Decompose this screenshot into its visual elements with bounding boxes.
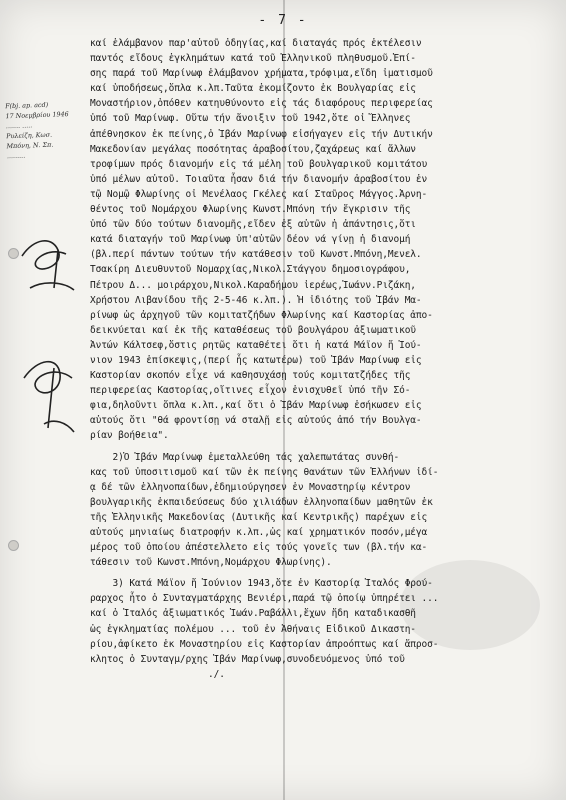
text-line: (βλ.περί πάντων τούτων τήν κατάθεσιν τοῦ Κωνστ.Μπόνη,Μενελ. bbox=[90, 249, 422, 261]
text-line: ὑπό μέλων αὐτοῦ. Τοιαῦτα ἦσαν διά τήν διανομήν ἀραβοσίτου ἐν bbox=[90, 173, 428, 185]
text-line: περιφερείας Καστορίας,οἵτινες εἶχον ἐνισχυθεῖ ὑπό τῆν Σό- bbox=[90, 385, 411, 397]
punch-hole bbox=[8, 540, 19, 551]
text-line: αὐτούς ὅτι "θά φροντίσῃ νά σταλῇ εἰς αὐτούς ἀπό τήν Βουλγα- bbox=[90, 415, 422, 427]
text-line: θέντος τοῦ Νομάρχου Φλωρίνης Κωνστ.Μπόνη τήν ἔγκρισιν τῆς bbox=[90, 204, 411, 216]
text-line: ραρχος ἦτο ὁ Συνταγματάρχης Βενιέρι,παρά τῷ ὁποίῳ ὑπηρέτει ... bbox=[90, 593, 439, 605]
text-line: Μακεδονίαν μεγάλας ποσότητας ἀραβοσίτου,ζαχάρεως καί ἄλλων bbox=[90, 143, 416, 155]
text-line: τροφίμων πρός διανομήν εἰς τά μέλη τοῦ βουλγαρικοῦ κομιτάτου bbox=[90, 158, 428, 170]
margin-note-line: ......... bbox=[6, 151, 26, 161]
text-line: σης παρά τοῦ Μαρίνωφ ἐλάμβανον χρήματα,τρόφιμα,εἴδη ἱματισμοῦ bbox=[90, 68, 433, 80]
margin-note-line: Μπόνη, Ν. Σπ. bbox=[6, 140, 54, 151]
text-line: ὡς ἐγκληματίας πολέμου ... τοῦ ἐν Ἀθήναις Εἰδικοῦ Δικαστη- bbox=[90, 623, 416, 635]
text-line: βουλγαρικῆς ἐκπαιδεύσεως δύο χιλιάδων ἑλληνοπαίδων μαθητῶν ἐκ bbox=[90, 496, 433, 508]
text-line: καί ὁ Ἰταλός ἀξιωματικός Ἰωάν.Ραβάλλι,ἔχων ἤδη καταδικασθῆ bbox=[90, 608, 416, 620]
text-line: Ἀντών Κάλτσεφ,ὅστις ρητῶς καταθέτει ὅτι ἡ κατά Μάϊον ἤ Ἰού- bbox=[90, 339, 422, 351]
text-line: μέρος τοῦ ὁποίου ἀπέστελλετο εἰς τούς γονεῖς των (βλ.τήν κα- bbox=[90, 542, 428, 554]
handwritten-margin-note bbox=[5, 99, 79, 161]
text-line: τῆς Ἑλληνικῆς Μακεδονίας (Δυτικῆς καί Κεντρικῆς) παρέχων εἰς bbox=[90, 511, 428, 523]
text-line: φια,δηλοῦντι ὅπλα κ.λπ.,καί ὅτι ὁ Ἰβάν Μαρίνωφ ἐσήκωσεν εἰς bbox=[90, 400, 422, 412]
text-line: Τσακίρη Διευθυντοῦ Νομαρχίας,Νικολ.Στάγγου δημοσιογράφου, bbox=[90, 264, 411, 276]
text-line: ρίου,ἀφίκετο ἐκ Μοναστηρίου εἰς Καστορίαν ἀπροόπτως καί ἄπροσ- bbox=[90, 638, 439, 650]
page-number: - 7 - bbox=[258, 13, 308, 28]
text-line: ρίαν βοήθεια". bbox=[90, 430, 169, 442]
text-line: κλητος ὁ Συνταγμ/ρχης Ἰβάν Μαρίνωφ,συνοδευόμενος ὑπό τοῦ bbox=[90, 653, 405, 665]
text-line: Μοναστήριον,ὁπόθεν κατηυθύνοντο εἰς τάς διαφόρους περιφερείας bbox=[90, 98, 433, 110]
text-line: ἀπέθνησκον ἐκ πείνης,ὁ Ἰβάν Μαρίνωφ εἰσήγαγεν εἰς τήν Δυτικήν bbox=[90, 128, 433, 140]
text-line: νιον 1943 ἐπίσκεψις,(περί ἧς κατωτέρω) τοῦ Ἰβάν Μαρίνωφ εἰς bbox=[90, 354, 422, 366]
text-line: κας τοῦ ὑποσιτισμοῦ καί τῶν ἐκ πείνης θανάτων τῶν Ἑλλήνων ἰδί- bbox=[90, 466, 439, 478]
text-line: Καστορίαν σκοπόν εἶχε νά καθησυχάσῃ τούς κομιτατζήδες τῆς bbox=[90, 370, 411, 382]
text-line: καί ὑποδήσεως,ὅπλα κ.λπ.Ταῦτα ἐκομίζοντο ἐκ Βουλγαρίας εἰς bbox=[90, 83, 416, 95]
text-line: τάθεσιν τοῦ Κωνστ.Μπόνη,Νομάρχου Φλωρίνης). bbox=[90, 557, 332, 569]
text-line: 3) Κατά Μάϊον ἤ Ἰούνιον 1943,ὅτε ἐν Καστορίᾳ Ἰταλός Φρού- bbox=[90, 578, 433, 590]
text-line: καί ἐλάμβανον παρ'αὐτοῦ ὁδηγίας,καί διαταγάς πρός ἐκτέλεσιν bbox=[90, 38, 422, 49]
text-line: ὑπό τῶν δύο τούτων διανομῆς,εἴδεν ἐξ αὐτῶν ἡ ἀπάντησις,ὅτι bbox=[90, 219, 416, 231]
margin-note-line: 17 Νοεμβρίου 1946 bbox=[5, 110, 69, 121]
text-line: ρίνωφ ὡς ἀρχηγοῦ τῶν κομιτατζήδων Φλωρίνης καί Καστορίας ἀπο- bbox=[90, 309, 433, 321]
text-line: 2)Ὁ Ἰβάν Μαρίνωφ ἐμεταλλεύθη τάς χαλεπωτάτας συνθή- bbox=[90, 451, 400, 463]
text-line: ὑπό τοῦ Μαρίνωφ. Οὕτω τήν ἄνοιξιν τοῦ 1942,ὅτε οἱ Ἕλληνες bbox=[90, 113, 411, 125]
text-line: Χρήστου Λιβανίδου τῆς 2-5-46 κ.λπ.). Ἡ ἰδιότης τοῦ Ἰβάν Μα- bbox=[90, 294, 422, 306]
margin-note-line: ....... ..... bbox=[5, 121, 33, 131]
text-line: τῷ Νομῷ Φλωρίνης οἱ Μενέλαος Γκέλες καί Σταῦρος Μάγγος.Ἀρνη- bbox=[90, 188, 428, 200]
text-line: παντός εἴδους ἐγκλημάτων κατά τοῦ Ἑλληνικοῦ πληθυσμοῦ.Ἐπί- bbox=[90, 53, 416, 65]
margin-note-line: F(bj. ap. acd) bbox=[5, 100, 49, 111]
text-line: κατά διαταγήν τοῦ Μαρίνωφ ὑπ'αὐτῶν δέον νά γίνῃ ἡ διανομή bbox=[90, 234, 411, 246]
margin-note-line: Ρυλείζη, Κωσ. bbox=[6, 130, 53, 141]
text-line: αὐτούς μηνιαίως διατροφήν κ.λπ.,ὡς καί χρηματικόν ποσόν,μέγα bbox=[90, 527, 428, 538]
text-line: ./. bbox=[90, 668, 225, 680]
text-line: Πέτρου Δ... μοιράρχου,Νικολ.Καραδήμου ἱερέως,Ἰωάνν.Ριζάκη, bbox=[90, 279, 416, 291]
text-line: δεικνύεται καί ἐκ τῆς καταθέσεως τοῦ βουλγάρου ἀξιωματικοῦ bbox=[90, 324, 416, 336]
handwritten-signature bbox=[14, 228, 84, 458]
typed-body-text bbox=[90, 36, 552, 682]
text-line: ᾳ δέ τῶν ἑλληνοπαίδων,ἐδημιούργησεν ἐν Μοναστηρίῳ κέντρον bbox=[90, 481, 411, 493]
